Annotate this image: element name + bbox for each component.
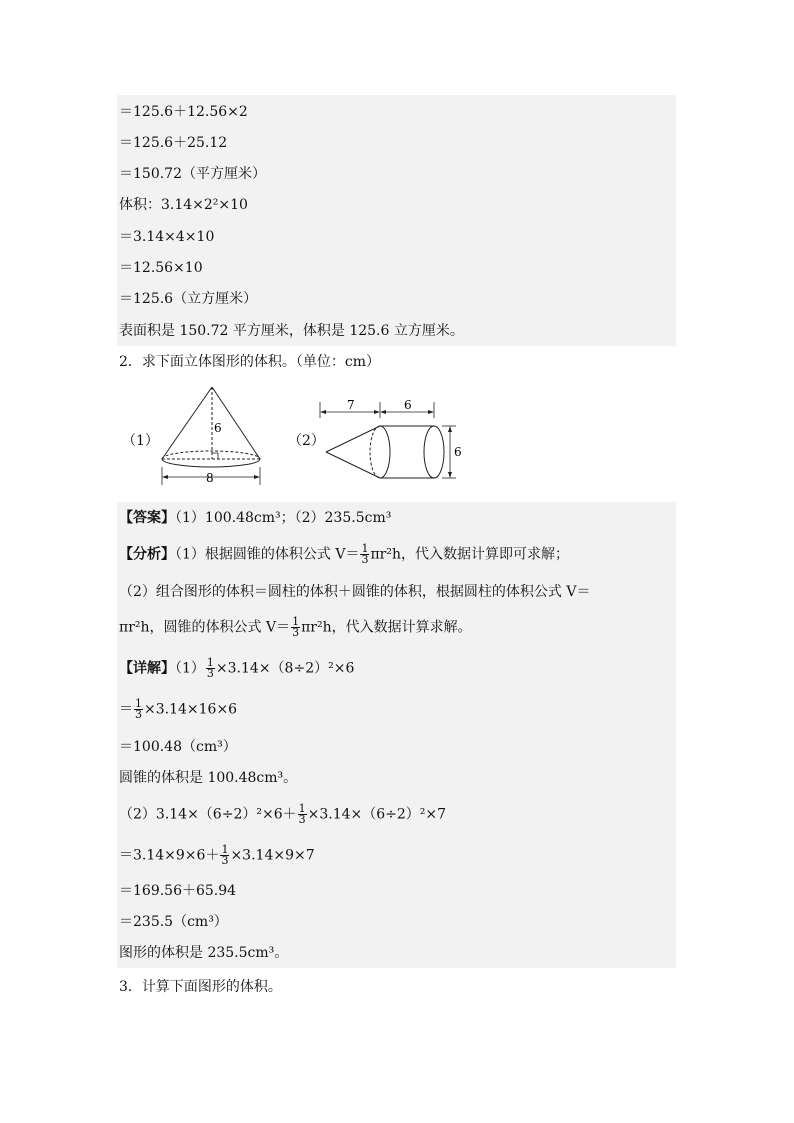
analysis-line-3 (119, 617, 472, 638)
cone-height-label: 6 (214, 421, 222, 435)
detail-line-6 (119, 845, 315, 866)
fraction: $\frac{1}{3}$ (298, 802, 306, 826)
cone-figure (150, 383, 270, 489)
detail-tag: 【详解】 (119, 660, 175, 677)
cone-diameter-label: 8 (206, 471, 214, 485)
cylinder-length-label: 6 (404, 398, 412, 412)
analysis-tag: 【分析】 (119, 546, 175, 563)
fraction: $\frac{1}{3}$ (361, 542, 369, 566)
detail-text: ×3.14×16×6 (144, 701, 238, 718)
calc-line: ＝150.72（平方厘米） (119, 166, 266, 182)
detail-line-7: ＝169.56＋65.94 (119, 883, 237, 899)
calc-line: ＝125.6（立方厘米） (119, 291, 258, 307)
calc-line: ＝125.6＋12.56×2 (119, 104, 248, 120)
fraction: $\frac{1}{3}$ (221, 843, 229, 867)
answer-tag: 【答案】 (119, 510, 175, 526)
fraction: $\frac{1}{3}$ (292, 615, 300, 639)
detail-line-4: 圆锥的体积是 100.48cm³。 (119, 770, 298, 786)
fraction: $\frac{1}{3}$ (135, 697, 142, 721)
calc-line: ＝12.56×10 (119, 260, 203, 276)
figure-1-label: （1） (122, 433, 159, 449)
detail-text: ＝3.14×9×6＋ (119, 847, 220, 864)
calc-line: ＝3.14×4×10 (119, 229, 215, 245)
analysis-text: （1）根据圆锥的体积公式 V＝ (175, 546, 360, 563)
fraction: $\frac{1}{3}$ (206, 656, 214, 680)
analysis-text: πr²h，代入数据计算即可求解； (370, 546, 569, 563)
analysis-text: πr²h，圆锥的体积公式 V＝ (119, 619, 291, 636)
question-title: 3．计算下面图形的体积。 (119, 979, 282, 995)
cylinder-diameter-label: 6 (454, 445, 462, 459)
cone-length-label: 7 (347, 398, 355, 412)
analysis-line-1 (119, 544, 569, 565)
detail-text: ×3.14×（8÷2）²×6 (215, 660, 355, 677)
analysis-text: πr²h，代入数据计算求解。 (301, 619, 472, 636)
detail-text: ＝ (119, 701, 133, 718)
calc-line: 体积：3.14×2²×10 (119, 197, 248, 213)
detail-line-5 (119, 804, 446, 825)
question-title: 2．求下面立体图形的体积。（单位：cm） (119, 354, 381, 370)
detail-text: （2）3.14×（6÷2）²×6＋ (119, 806, 297, 823)
answer-line (119, 508, 391, 528)
detail-line-9: 图形的体积是 235.5cm³。 (119, 945, 289, 961)
calc-line: ＝125.6＋25.12 (119, 135, 228, 151)
cone-cylinder-figure (316, 398, 466, 482)
detail-line-3: ＝100.48（cm³） (119, 739, 237, 755)
detail-text: ×3.14×9×7 (230, 847, 315, 864)
detail-text: ×3.14×（6÷2）²×7 (307, 806, 447, 823)
summary-line: 表面积是 150.72 平方厘米，体积是 125.6 立方厘米。 (119, 323, 464, 339)
figure-2-label: （2） (288, 433, 325, 449)
detail-line-1 (119, 658, 354, 679)
detail-text: （1） (175, 660, 205, 677)
analysis-line-2: （2）组合图形的体积＝圆柱的体积＋圆锥的体积，根据圆柱的体积公式 V＝ (119, 584, 591, 600)
detail-line-8: ＝235.5（cm³） (119, 914, 228, 930)
detail-line-2 (119, 699, 237, 720)
answer-text: （1）100.48cm³；（2）235.5cm³ (175, 510, 392, 526)
